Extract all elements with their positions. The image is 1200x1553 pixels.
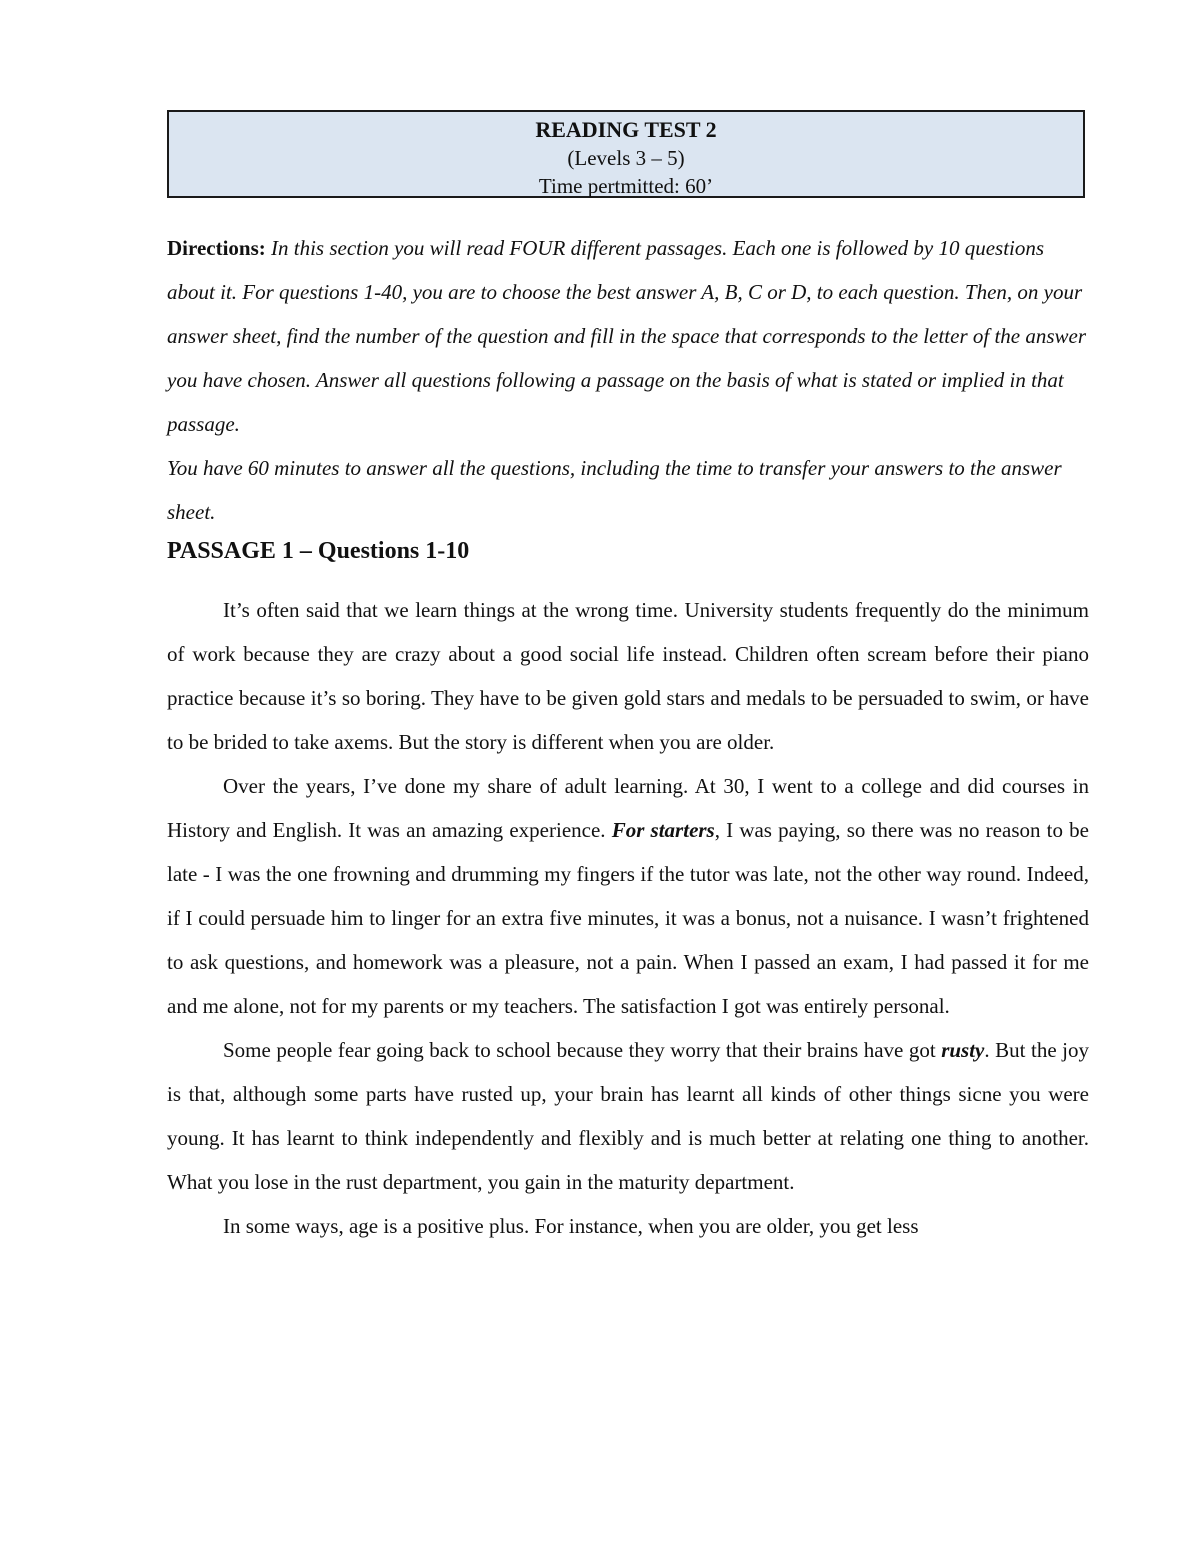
passage-paragraph-2 (167, 764, 1089, 1028)
passage-paragraph-3 (167, 1028, 1089, 1204)
directions-paragraph (167, 226, 1089, 446)
time-permitted: Time pertmitted: 60’ (538, 174, 714, 198)
directions-label: Directions: (167, 236, 266, 260)
paragraph-3-text-start: Some people fear going back to school because they worry that their brains have got (223, 1038, 942, 1062)
paragraph-3-text-end: . But the joy is that, although some parts have rusted up, your brain has learnt all kinds of other things sicne you were young. It has learnt to think independently and flexibly and is much better at relating one thing to another. What you lose in the rust department, you gain in the maturity department. (167, 1038, 1089, 1194)
passage-heading: PASSAGE 1 – Questions 1-10 (167, 538, 470, 564)
directions-text: In this section you will read FOUR different passages. Each one is followed by 10 questions about it. For questions 1-40, you are to choose the best answer A, B, C or D, to each question. Then, on your answer sheet, find the number of the question and fill in the space that corresponds to the letter of the answer you have chosen. Answer all questions following a passage on the basis of what is stated or implied in that passage. (167, 236, 1087, 436)
passage-paragraph-4: In some ways, age is a positive plus. For instance, when you are older, you get less (223, 1214, 919, 1238)
passage-body (167, 588, 1089, 1248)
paragraph-2-text-start: Over the years, I’ve done my share of adult learning. At 30, I went to a college and did courses in History and English. It was an amazing experience. (167, 774, 1089, 842)
paragraph-2-text-end: , I was paying, so there was no reason to be late - I was the one frowning and drumming my fingers if the tutor was late, not the other way round. Indeed, if I could persuade him to linger for an extra five minutes, it was a bonus, not a nuisance. I wasn’t frightened to ask questions, and homework was a pleasure, not a pain. When I passed an exam, I had passed it for me and me alone, not for my parents or my teachers. The satisfaction I got was entirely personal. (167, 818, 1089, 1018)
passage-paragraph-1: It’s often said that we learn things at the wrong time. University students frequently do the minimum of work because they are crazy about a good social life instead. Children often scream before their piano practice because it’s so boring. They have to be given gold stars and medals to be persuaded to swim, or have to be brided to take axems. But the story is different when you are older. (167, 598, 1089, 754)
test-header-box (167, 110, 1085, 198)
test-title: READING TEST 2 (535, 117, 717, 142)
time-instruction: You have 60 minutes to answer all the questions, including the time to transfer your answers to the answer sheet. (167, 456, 1062, 524)
highlighted-word-rusty: rusty (941, 1038, 985, 1062)
test-levels: (Levels 3 – 5) (567, 146, 685, 170)
directions-block (167, 226, 1089, 534)
highlighted-phrase-for-starters: For starters (611, 818, 715, 842)
